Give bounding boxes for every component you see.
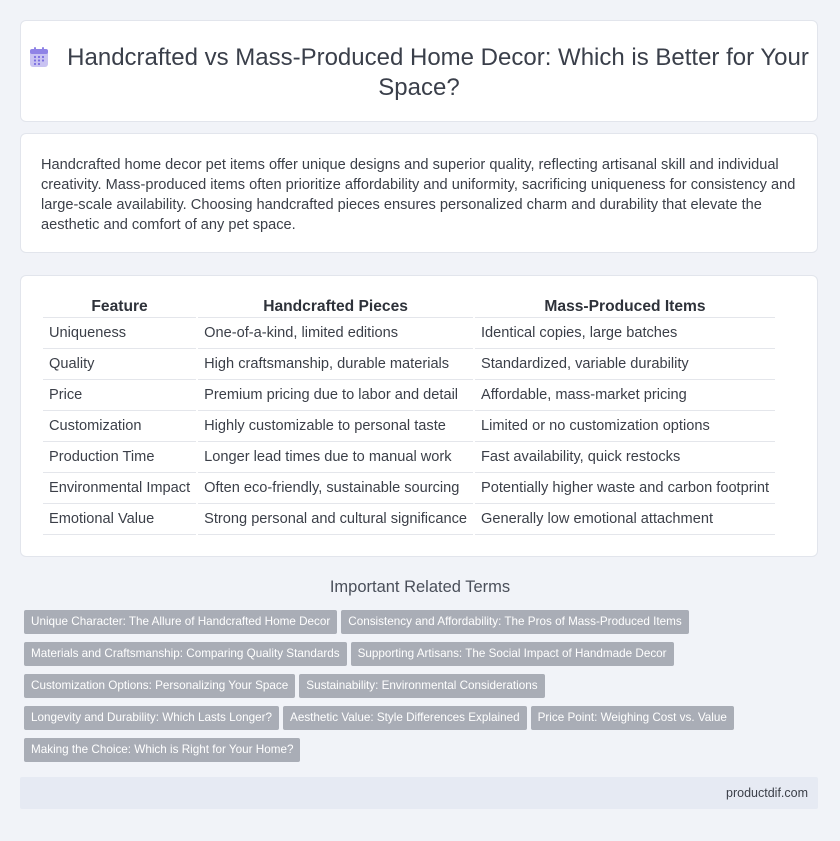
cell-mass-produced: Potentially higher waste and carbon footprint (475, 473, 775, 504)
page-title-wrap (21, 43, 817, 103)
cell-mass-produced: Generally low emotional attachment (475, 504, 775, 535)
cell-handcrafted: Highly customizable to personal taste (198, 411, 473, 442)
tag-row (24, 610, 804, 642)
header-mass-produced: Mass-Produced Items (475, 296, 775, 318)
related-terms-list (24, 610, 804, 770)
cell-mass-produced: Limited or no customization options (475, 411, 775, 442)
cell-mass-produced: Identical copies, large batches (475, 318, 775, 349)
page-title: Handcrafted vs Mass-Produced Home Decor: Which is Better for Your Space? (67, 44, 809, 101)
tag-row (24, 738, 804, 770)
cell-handcrafted: Often eco-friendly, sustainable sourcing (198, 473, 473, 504)
related-term-tag[interactable]: Materials and Craftsmanship: Comparing Quality Standards (24, 642, 347, 666)
related-term-tag[interactable]: Aesthetic Value: Style Differences Explained (283, 706, 527, 730)
related-term-tag[interactable]: Sustainability: Environmental Considerations (299, 674, 544, 698)
header-handcrafted: Handcrafted Pieces (198, 296, 473, 318)
table-row (43, 380, 775, 411)
table-row (43, 411, 775, 442)
related-term-tag[interactable]: Supporting Artisans: The Social Impact of Handmade Decor (351, 642, 674, 666)
comparison-table (43, 296, 775, 535)
cell-mass-produced: Fast availability, quick restocks (475, 442, 775, 473)
cell-feature: Production Time (43, 442, 196, 473)
cell-feature: Emotional Value (43, 504, 196, 535)
related-term-tag[interactable]: Consistency and Affordability: The Pros of Mass-Produced Items (341, 610, 688, 634)
cell-feature: Price (43, 380, 196, 411)
comparison-card (20, 275, 818, 557)
title-card (20, 20, 818, 122)
table-row (43, 318, 775, 349)
intro-paragraph: Handcrafted home decor pet items offer unique designs and superior quality, reflecting artisanal skill and individual creativity. Mass-produced items often prioritize affordability and uniformity, sacrificing uniqueness for consistency and large-scale availability. Choosing handcrafted pieces ensures personalized charm and durability that elevate the aesthetic and comfort of any pet space. (41, 157, 796, 233)
header-feature: Feature (43, 296, 196, 318)
footer (20, 777, 818, 809)
related-term-tag[interactable]: Price Point: Weighing Cost vs. Value (531, 706, 734, 730)
cell-feature: Customization (43, 411, 196, 442)
calendar-icon (29, 46, 49, 68)
cell-feature: Quality (43, 349, 196, 380)
tag-row (24, 706, 804, 738)
cell-handcrafted: One-of-a-kind, limited editions (198, 318, 473, 349)
cell-handcrafted: Premium pricing due to labor and detail (198, 380, 473, 411)
cell-mass-produced: Affordable, mass-market pricing (475, 380, 775, 411)
cell-handcrafted: Longer lead times due to manual work (198, 442, 473, 473)
table-row (43, 349, 775, 380)
table-row (43, 442, 775, 473)
tag-row (24, 674, 804, 706)
related-term-tag[interactable]: Customization Options: Personalizing Your Space (24, 674, 295, 698)
cell-handcrafted: High craftsmanship, durable materials (198, 349, 473, 380)
table-row (43, 504, 775, 535)
cell-feature: Environmental Impact (43, 473, 196, 504)
cell-feature: Uniqueness (43, 318, 196, 349)
related-term-tag[interactable]: Making the Choice: Which is Right for Your Home? (24, 738, 300, 762)
cell-handcrafted: Strong personal and cultural significance (198, 504, 473, 535)
intro-card (20, 133, 818, 253)
related-term-tag[interactable]: Unique Character: The Allure of Handcrafted Home Decor (24, 610, 337, 634)
cell-mass-produced: Standardized, variable durability (475, 349, 775, 380)
related-term-tag[interactable]: Longevity and Durability: Which Lasts Longer? (24, 706, 279, 730)
table-row (43, 473, 775, 504)
related-terms-title: Important Related Terms (329, 578, 511, 596)
footer-site[interactable]: productdif.com (726, 786, 808, 800)
table-header-row (43, 296, 775, 318)
tag-row (24, 642, 804, 674)
